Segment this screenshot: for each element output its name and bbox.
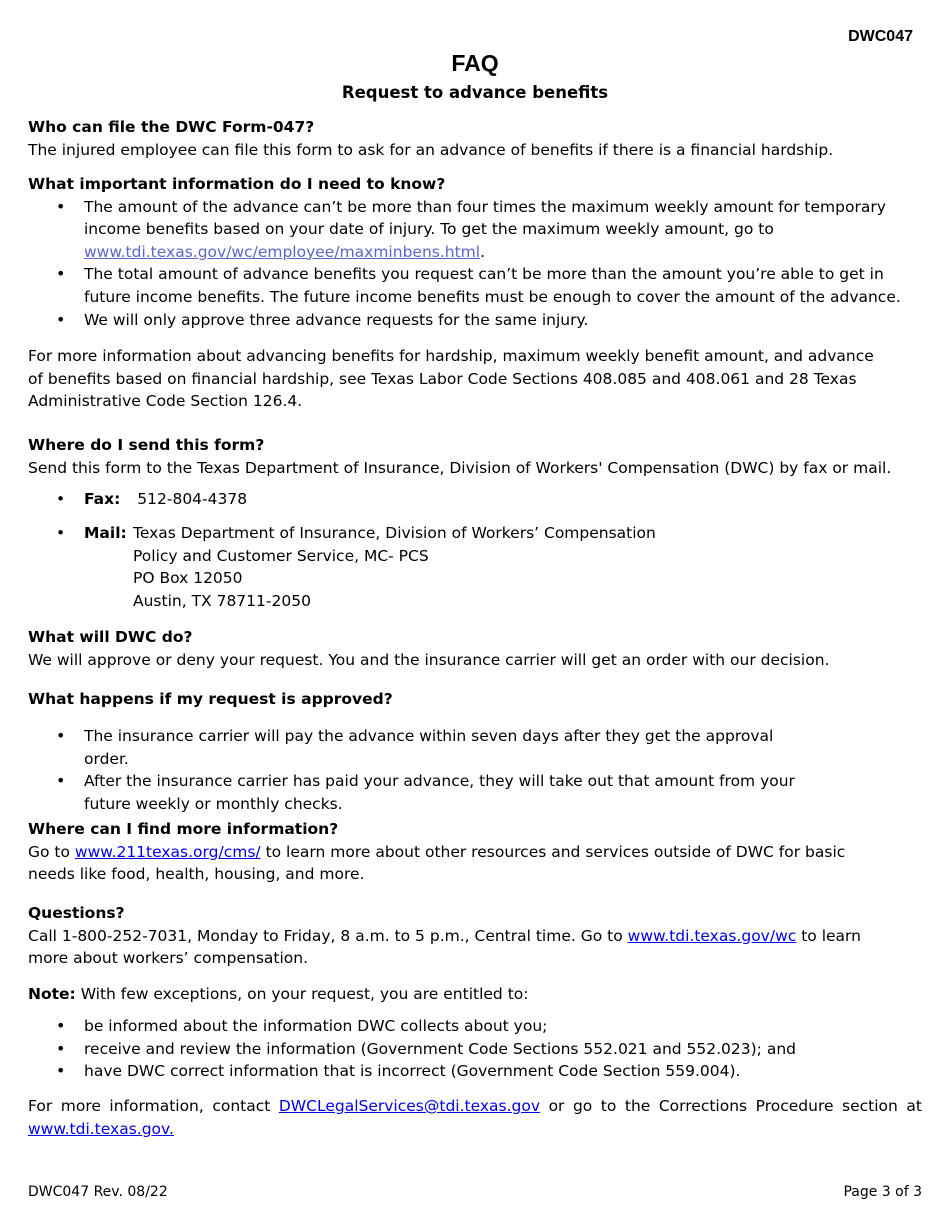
section-find-more [28, 818, 923, 886]
legal-services-email-link[interactable]: DWCLegalServices@tdi.texas.gov [278, 1097, 541, 1115]
footer-revision: DWC047 Rev. 08/22 [28, 1184, 168, 1200]
address-line: PO Box 12050 [133, 569, 243, 588]
list-item: • The total amount of advance benefits you request can’t be more than the amount you’re able to get in future income benefits. The future income benefits must be enough to cover the amount of the advance. [28, 263, 933, 308]
fax-number: 512-804-4378 [137, 490, 248, 508]
section-text: We will approve or deny your request. You and the insurance carrier will get an order with our decision. [28, 650, 830, 669]
section-important [28, 173, 923, 331]
form-id: DWC047 [848, 28, 913, 45]
address-line: Austin, TX 78711-2050 [133, 591, 311, 610]
page-title: FAQ [451, 50, 499, 76]
section-text: Go to www.211texas.org/cms/ to learn more about other resources and services outside of DWC for basic needs like food, health, housing, and more. [28, 842, 846, 884]
address-line: Policy and Customer Service, MC- PCS [133, 546, 429, 565]
section-approved-list [28, 725, 808, 815]
maxminbens-link[interactable]: www.tdi.texas.gov/wc/employee/maxminbens.html [84, 242, 481, 261]
contact-paragraph: For more information, contact DWCLegalServices@tdi.texas.gov or go to the Corrections Procedure section at www.tdi.texas.gov. [28, 1097, 922, 1138]
section-heading: Questions? [28, 904, 125, 922]
note-label: Note: [28, 985, 76, 1003]
list-item: • The insurance carrier will pay the advance within seven days after they get the approval order. [28, 725, 808, 770]
211texas-link[interactable]: www.211texas.org/cms/ [74, 842, 261, 861]
tdi-home-link[interactable]: www.tdi.texas.gov. [28, 1119, 174, 1138]
mail-label: Mail: [84, 524, 127, 542]
section-questions [28, 902, 923, 970]
list-item: • receive and review the information (Government Code Sections 552.021 and 552.023); and [28, 1038, 923, 1061]
fax-row [28, 488, 923, 511]
section-dwc-do [28, 626, 923, 671]
section-approved-heading [28, 688, 923, 711]
note-text: With few exceptions, on your request, you are entitled to: [80, 985, 529, 1003]
list-item: • After the insurance carrier has paid your advance, they will take out that amount from your future weekly or monthly checks. [28, 770, 808, 815]
address-line: Texas Department of Insurance, Division of Workers’ Compensation [133, 524, 656, 542]
list-item: • be informed about the information DWC collects about you; [28, 1015, 923, 1038]
more-info-paragraph: For more information about advancing benefits for hardship, maximum weekly benefit amount, and advance of benefits based on financial hardship, see Texas Labor Code Sections 408.085 and 408.061 and 28 Texas Administrative Code Section 126.4. [28, 347, 874, 411]
list-item: • The amount of the advance can’t be more than four times the maximum weekly amount for temporary income benefits based on your date of injury. To get the maximum weekly amount, go to www.tdi.texas.gov/wc/employee/maxminbens.html. [28, 196, 933, 264]
note-list [28, 1015, 923, 1083]
section-who [28, 116, 923, 161]
list-item: • have DWC correct information that is incorrect (Government Code Section 559.004). [28, 1060, 923, 1083]
footer-page-number: Page 3 of 3 [843, 1184, 922, 1200]
section-heading: Who can file the DWC Form-047? [28, 118, 315, 136]
page-subtitle: Request to advance benefits [341, 83, 609, 102]
section-heading: Where do I send this form? [28, 436, 265, 454]
section-heading: What important information do I need to know? [28, 175, 446, 193]
tdi-wc-link[interactable]: www.tdi.texas.gov/wc [627, 926, 797, 945]
section-text: Send this form to the Texas Department of Insurance, Division of Workers' Compensation (DWC) by fax or mail. [28, 458, 892, 477]
section-heading: Where can I find more information? [28, 820, 339, 838]
section-text: Call 1-800-252-7031, Monday to Friday, 8 a.m. to 5 p.m., Central time. Go to www.tdi.texas.gov/wc to learn more about workers’ compensation. [28, 926, 861, 968]
section-heading: What happens if my request is approved? [28, 690, 393, 708]
fax-label: Fax: [84, 490, 121, 508]
list-item: • We will only approve three advance requests for the same injury. [28, 309, 933, 332]
section-text: The injured employee can file this form to ask for an advance of benefits if there is a financial hardship. [28, 140, 834, 159]
section-note [28, 983, 923, 1006]
mail-row [28, 522, 923, 610]
section-heading: What will DWC do? [28, 628, 193, 646]
section-send [28, 434, 923, 479]
mail-address [133, 522, 656, 612]
